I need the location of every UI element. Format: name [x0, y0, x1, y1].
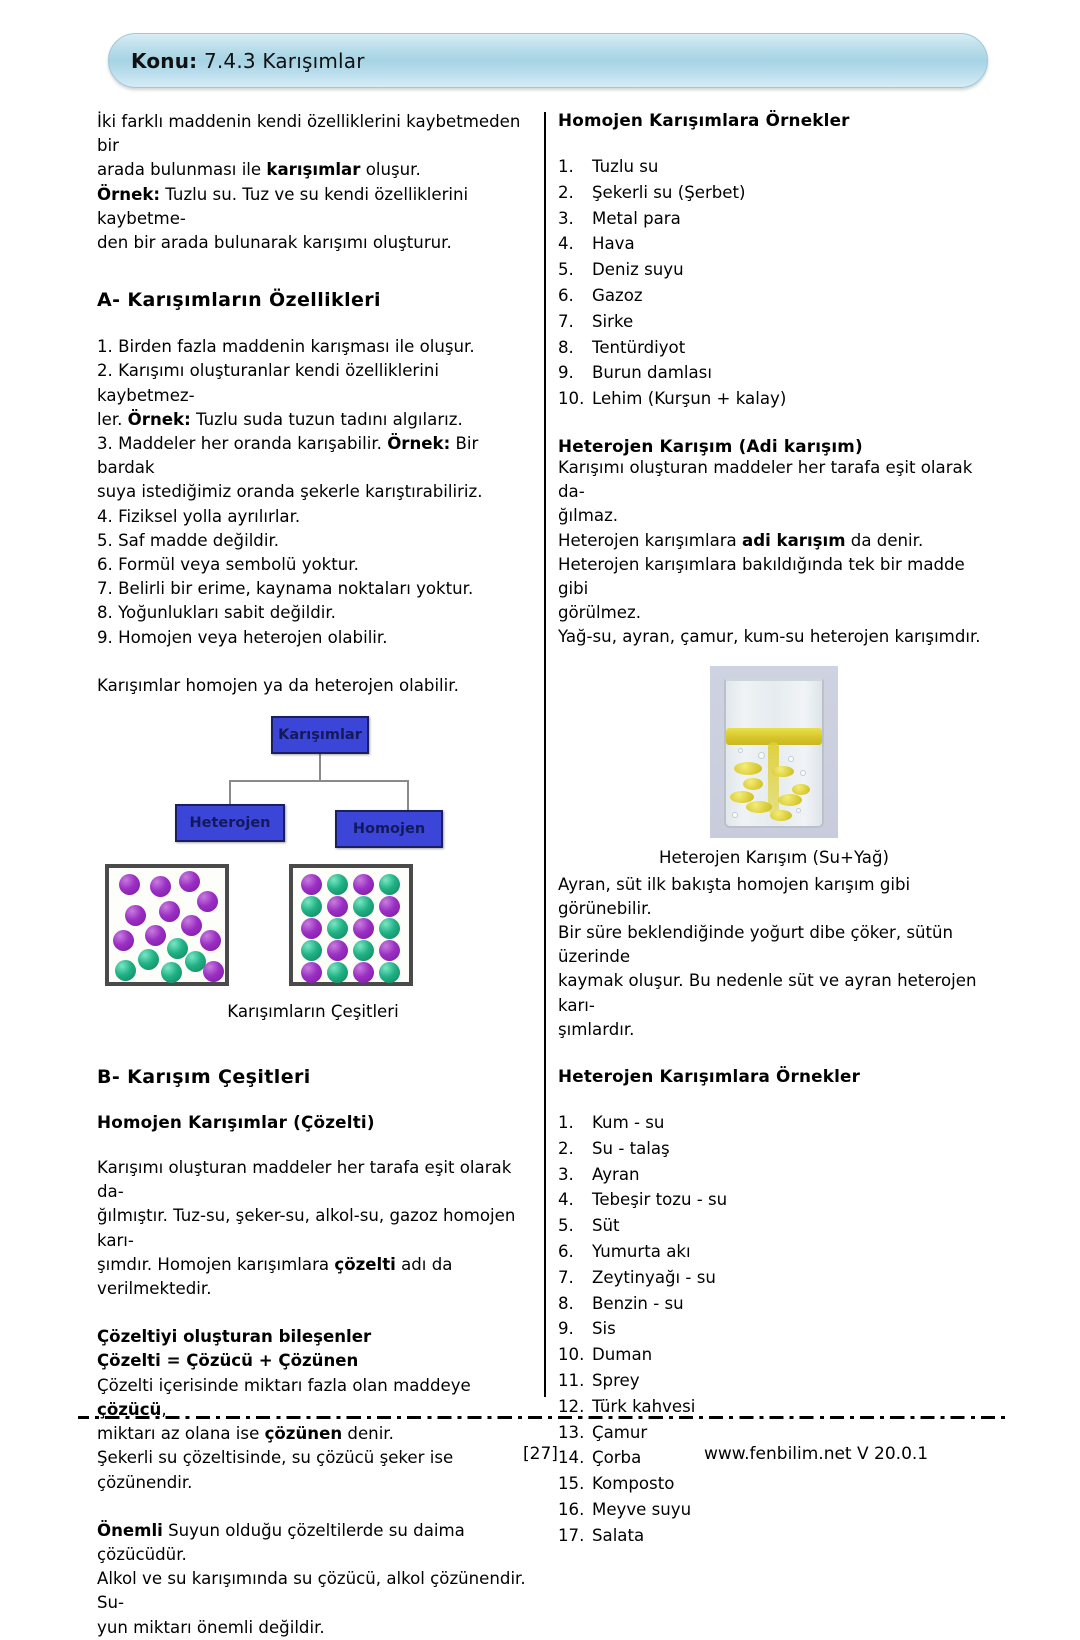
page-title-label: Konu: [131, 48, 198, 73]
particle [327, 918, 348, 939]
ayran-line-2: Bir süre beklendiğinde yoğurt dibe çöker, sütün üzerinde [558, 923, 954, 967]
heterojen-paragraph [558, 456, 990, 650]
page-title-topic: 7.4.3 Karışımlar [203, 48, 365, 73]
particle [301, 962, 322, 983]
heterojen-example-label: Kum - su [592, 1113, 665, 1133]
particle [125, 905, 146, 926]
left-column [97, 110, 529, 1640]
homojen-example-number: 4. [558, 234, 574, 254]
beaker-figure-wrapper [558, 666, 990, 838]
oil-droplet [743, 778, 763, 790]
heterojen-example-label: Su - talaş [592, 1138, 670, 1158]
homojen-example-number: 7. [558, 311, 574, 331]
heterojen-example-label: Çorba [592, 1448, 642, 1468]
oil-droplet [734, 762, 762, 775]
heterojen-example-number: 16. [558, 1499, 585, 1519]
sekerli-su-line: Şekerli su çözeltisinde, su çözücü şeker ise çözünendir. [97, 1448, 454, 1492]
heterojen-example-number: 3. [558, 1164, 574, 1184]
heterojen-example-label: Çamur [592, 1422, 648, 1442]
intro-line-2-bold: karışımlar [266, 160, 361, 180]
homojen-example-label: Hava [592, 234, 635, 254]
homojen-example-label: Sirke [592, 311, 634, 331]
spacer [558, 412, 990, 436]
onemli-line-3: yun miktarı önemli değildir. [97, 1617, 325, 1637]
diagram-caption: Karışımların Çeşitleri [227, 1002, 399, 1022]
homojen-example-number: 1. [558, 157, 574, 176]
heterojen-examples-title: Heterojen Karışımlara Örnekler [558, 1066, 861, 1087]
oil-droplet [772, 766, 794, 777]
particle [327, 962, 348, 983]
homojen-example-number: 3. [558, 208, 574, 228]
spacer [97, 1495, 529, 1519]
particle [115, 960, 136, 981]
cozelti-components-heading: Çözeltiyi oluşturan bileşenler [97, 1327, 372, 1347]
list-item [558, 206, 990, 232]
bubble [796, 808, 801, 813]
homojen-example-number: 9. [558, 363, 574, 383]
spacer [97, 1042, 529, 1066]
homojen-line-2: ğılmıştır. Tuz-su, şeker-su, alkol-su, gazoz homojen karı- [97, 1206, 516, 1250]
spacer [97, 650, 529, 674]
intro-line-3-post: Tuzlu su. Tuz ve su kendi özelliklerini kaybetme- [97, 184, 469, 228]
particle [113, 930, 134, 951]
property-3-example: Bir bardak [97, 434, 479, 478]
diagram-box-karisimlar-label: Karışımlar [278, 727, 362, 744]
heterojen-example-number: 15. [558, 1474, 585, 1494]
connector-root-vertical [319, 754, 321, 782]
property-4: 4. Fiziksel yolla ayrılırlar. [97, 506, 301, 526]
homojen-example-number: 8. [558, 337, 574, 357]
column-divider [544, 112, 546, 1397]
properties-list [97, 335, 529, 650]
particle [181, 915, 202, 936]
heterojen-example-number: 17. [558, 1525, 585, 1545]
heterojen-line-2: ğılmaz. [558, 506, 619, 526]
cozucu-line-pre: Çözelti içerisinde miktarı fazla olan maddeye [97, 1375, 471, 1395]
right-column [558, 110, 990, 1549]
diagram-box-homojen [335, 810, 443, 848]
heterojen-line-5: görülmez. [558, 603, 641, 623]
intro-paragraph [97, 110, 529, 255]
particle [161, 962, 182, 983]
particle [379, 940, 400, 961]
section-b-title: B- Karışım Çeşitleri [97, 1066, 311, 1089]
oil-droplet [770, 810, 792, 821]
list-item [558, 1110, 990, 1136]
heterojen-karisim-heading: Heterojen Karışım (Adi karışım) [558, 435, 863, 456]
list-item [558, 154, 990, 180]
list-item [558, 1342, 990, 1368]
diagram-box-homojen-label: Homojen [352, 821, 426, 838]
particle [327, 940, 348, 961]
heterojen-example-number: 13. [558, 1422, 585, 1442]
particle [200, 930, 221, 951]
page-title [131, 49, 365, 73]
spacer [97, 1301, 529, 1325]
heterojen-example-label: Süt [592, 1216, 620, 1236]
homojen-example-label: Tentürdiyot [592, 337, 686, 357]
property-8: 8. Yoğunlukları sabit değildir. [97, 603, 336, 623]
heterojen-example-number: 8. [558, 1293, 574, 1313]
list-item [558, 386, 990, 412]
intro-line-2-pre: arada bulunması ile [97, 160, 267, 180]
heterojen-example-number: 10. [558, 1345, 585, 1365]
particle [119, 874, 140, 895]
heterojen-example-number: 11. [558, 1370, 585, 1390]
heterojen-example-number: 2. [558, 1138, 574, 1158]
particle [301, 874, 322, 895]
homojen-line-3-post: adı da verilmektedir. [97, 1254, 453, 1299]
heterojen-example-number: 7. [558, 1267, 574, 1287]
particle [379, 896, 400, 917]
particle [353, 874, 374, 895]
cozelti-term: çözelti [334, 1254, 396, 1274]
heterojen-example-number: 14. [558, 1448, 585, 1468]
diagram-box-karisimlar [271, 716, 369, 754]
particle [379, 962, 400, 983]
particle [301, 896, 322, 917]
heterojen-examples-list [558, 1110, 990, 1549]
particle [203, 961, 224, 982]
oil-droplet [730, 791, 754, 803]
homojen-example-label: Gazoz [592, 285, 643, 305]
beaker-caption: Heterojen Karışım (Su+Yağ) [659, 847, 889, 867]
ayran-paragraph [558, 873, 990, 1042]
list-item [558, 1213, 990, 1239]
oil-droplet [746, 801, 772, 813]
list-item [558, 1291, 990, 1317]
intro-line-2-post: oluşur. [360, 160, 421, 180]
heterojen-example-label: Ayran [592, 1164, 640, 1184]
bubble [788, 756, 794, 762]
footer-divider-rule [78, 1416, 1008, 1419]
list-item [558, 1187, 990, 1213]
spacer [97, 1088, 529, 1112]
particle [145, 925, 166, 946]
property-2-example: Tuzlu suda tuzun tadını algılarız. [190, 409, 463, 429]
property-9: 9. Homojen veya heterojen olabilir. [97, 627, 388, 647]
property-1: 1. Birden fazla maddenin karışması ile oluşur. [97, 337, 475, 357]
heterojen-example-label: Tebeşir tozu - su [592, 1190, 728, 1210]
homojen-example-label: Şekerli su (Şerbet) [592, 182, 746, 202]
connector-left-vertical [229, 780, 231, 806]
particle [150, 876, 171, 897]
homojen-examples-title: Homojen Karışımlara Örnekler [558, 110, 850, 130]
list-item [558, 335, 990, 361]
homojen-example-number: 10. [558, 389, 585, 409]
homojen-line-1: Karışımı oluşturan maddeler her tarafa eşit olarak da- [97, 1158, 512, 1202]
spacer [97, 1132, 529, 1156]
homojen-example-number: 5. [558, 260, 574, 280]
cozunen-line-pre: miktarı az olana ise [97, 1424, 265, 1444]
property-7: 7. Belirli bir erime, kaynama noktaları yoktur. [97, 579, 474, 599]
homojen-paragraph [97, 1156, 529, 1301]
homojen-example-label: Lehim (Kurşun + kalay) [592, 389, 787, 409]
heterojen-example-label: Sprey [592, 1370, 640, 1390]
cozelti-formula: Çözelti = Çözücü + Çözünen [97, 1351, 359, 1371]
homojen-example-label: Metal para [592, 208, 681, 228]
diagram-box-heterojen [175, 804, 285, 842]
list-item [558, 1136, 990, 1162]
particle [353, 918, 374, 939]
list-item [558, 1471, 990, 1497]
heterojen-example-number: 9. [558, 1319, 574, 1339]
onemli-block [97, 1519, 529, 1640]
heterojen-example-number: 4. [558, 1190, 574, 1210]
cozucu-term: çözücü [97, 1399, 162, 1419]
list-item [558, 1239, 990, 1265]
heterojen-example-number: 6. [558, 1242, 574, 1261]
homojen-example-label: Deniz suyu [592, 260, 684, 280]
ayran-line-4: şımlardır. [558, 1019, 635, 1039]
onemli-label: Önemli [97, 1520, 163, 1540]
mixture-types-diagram [97, 712, 529, 1042]
diagram-box-heterojen-label: Heterojen [189, 815, 271, 832]
bubble [732, 812, 738, 818]
particle [301, 918, 322, 939]
oil-droplet [778, 794, 802, 806]
onemli-line-1: Suyun olduğu çözeltilerde su daima çözücüdür. [97, 1520, 465, 1564]
list-item [558, 180, 990, 206]
particle [353, 896, 374, 917]
homojen-example-label: Tuzlu su [592, 157, 659, 176]
homojen-line-3-pre: şımdır. Homojen karışımlara [97, 1254, 335, 1274]
homojen-example-number: 2. [558, 182, 574, 202]
heterojen-line-6: Yağ-su, ayran, çamur, kum-su heterojen karışımdır. [558, 627, 981, 647]
heterojen-example-label: Meyve suyu [592, 1499, 692, 1519]
property-2-ornek: Örnek: [127, 409, 191, 429]
bubble [800, 770, 806, 776]
homogeneous-particle-box [289, 864, 413, 986]
heterojen-example-label: Duman [592, 1345, 653, 1365]
list-item [558, 309, 990, 335]
connector-horizontal [229, 780, 409, 782]
homojen-examples-list [558, 154, 990, 412]
list-item [558, 1497, 990, 1523]
particle [179, 871, 200, 892]
heterojen-example-label: Salata [592, 1525, 645, 1545]
particle [327, 874, 348, 895]
property-6: 6. Formül veya sembolü yoktur. [97, 555, 359, 575]
spacer [97, 311, 529, 335]
page-number: [27] [523, 1444, 558, 1464]
heterojen-line-4: Heterojen karışımlara bakıldığında tek bir madde gibi [558, 554, 965, 598]
bubble [738, 748, 743, 753]
particle [301, 940, 322, 961]
property-2-cont: ler. [97, 409, 128, 429]
heterojen-line-3-post: da denir. [845, 530, 924, 550]
ayran-line-3: kaymak oluşur. Bu nedenle süt ve ayran heterojen karı- [558, 971, 977, 1015]
particle [167, 938, 188, 959]
list-item [558, 1265, 990, 1291]
connector-right-vertical [407, 780, 409, 812]
heterojen-example-label: Sis [592, 1319, 616, 1339]
spacer [558, 1042, 990, 1066]
heterojen-example-label: Zeytinyağı - su [592, 1267, 716, 1287]
list-item [558, 257, 990, 283]
cozunen-term: çözünen [264, 1424, 343, 1444]
heterojen-example-label: Komposto [592, 1474, 675, 1494]
topic-header-bar [108, 33, 988, 88]
section-a-title: A- Karışımların Özellikleri [97, 289, 381, 312]
homojen-example-label: Burun damlası [592, 363, 712, 383]
adi-karisim-term: adi karışım [742, 530, 846, 550]
intro-line-1: İki farklı maddenin kendi özelliklerini kaybetmeden bir [97, 112, 521, 156]
cozucu-line-post: , [161, 1399, 167, 1419]
cozunen-line-post: denir. [342, 1424, 394, 1444]
particle [327, 896, 348, 917]
closing-line: Karışımlar homojen ya da heterojen olabilir. [97, 675, 459, 695]
particle [197, 891, 218, 912]
particle [353, 962, 374, 983]
list-item [558, 1162, 990, 1188]
homojen-karisimlar-heading: Homojen Karışımlar (Çözelti) [97, 1112, 375, 1133]
onemli-line-2: Alkol ve su karışımında su çözücü, alkol çözünendir. Su- [97, 1569, 526, 1613]
heterojen-example-number: 5. [558, 1216, 574, 1236]
particle [159, 901, 180, 922]
heterojen-example-label: Yumurta akı [592, 1242, 691, 1261]
particle [138, 949, 159, 970]
list-item [558, 1368, 990, 1394]
property-3: 3. Maddeler her oranda karışabilir. [97, 434, 388, 454]
intro-ornek-label: Örnek: [97, 184, 161, 204]
property-3-ornek: Örnek: [387, 434, 451, 454]
property-5: 5. Saf madde değildir. [97, 530, 280, 550]
bubble [758, 752, 765, 759]
heterojen-example-label: Türk kahvesi [592, 1396, 696, 1416]
particle [353, 940, 374, 961]
list-item [558, 283, 990, 309]
website-version: www.fenbilim.net V 20.0.1 [704, 1444, 929, 1464]
oil-droplet [792, 784, 810, 795]
oil-water-beaker-image [710, 666, 838, 838]
heterojen-example-number: 1. [558, 1113, 574, 1133]
heterojen-line-3-pre: Heterojen karışımlara [558, 530, 743, 550]
spacer [558, 130, 990, 154]
intro-line-4: den bir arada bulunarak karışımı oluşturur. [97, 233, 452, 253]
heterogeneous-particle-box [105, 864, 229, 986]
list-item [558, 1316, 990, 1342]
spacer [97, 255, 529, 289]
heterojen-example-label: Benzin - su [592, 1293, 684, 1313]
footer [78, 1444, 1008, 1474]
list-item [558, 360, 990, 386]
particle [379, 918, 400, 939]
property-2: 2. Karışımı oluşturanlar kendi özelliklerini kaybetmez- [97, 361, 439, 405]
property-3-cont: suya istediğimiz oranda şekerle karıştırabiliriz. [97, 482, 483, 502]
homojen-example-number: 6. [558, 285, 574, 305]
ayran-line-1: Ayran, süt ilk bakışta homojen karışım gibi görünebilir. [558, 874, 911, 918]
spacer [558, 1086, 990, 1110]
list-item [558, 231, 990, 257]
heterojen-example-number: 12. [558, 1396, 585, 1416]
heterojen-line-1: Karışımı oluşturan maddeler her tarafa eşit olarak da- [558, 457, 973, 502]
particle [379, 874, 400, 895]
list-item [558, 1420, 990, 1446]
